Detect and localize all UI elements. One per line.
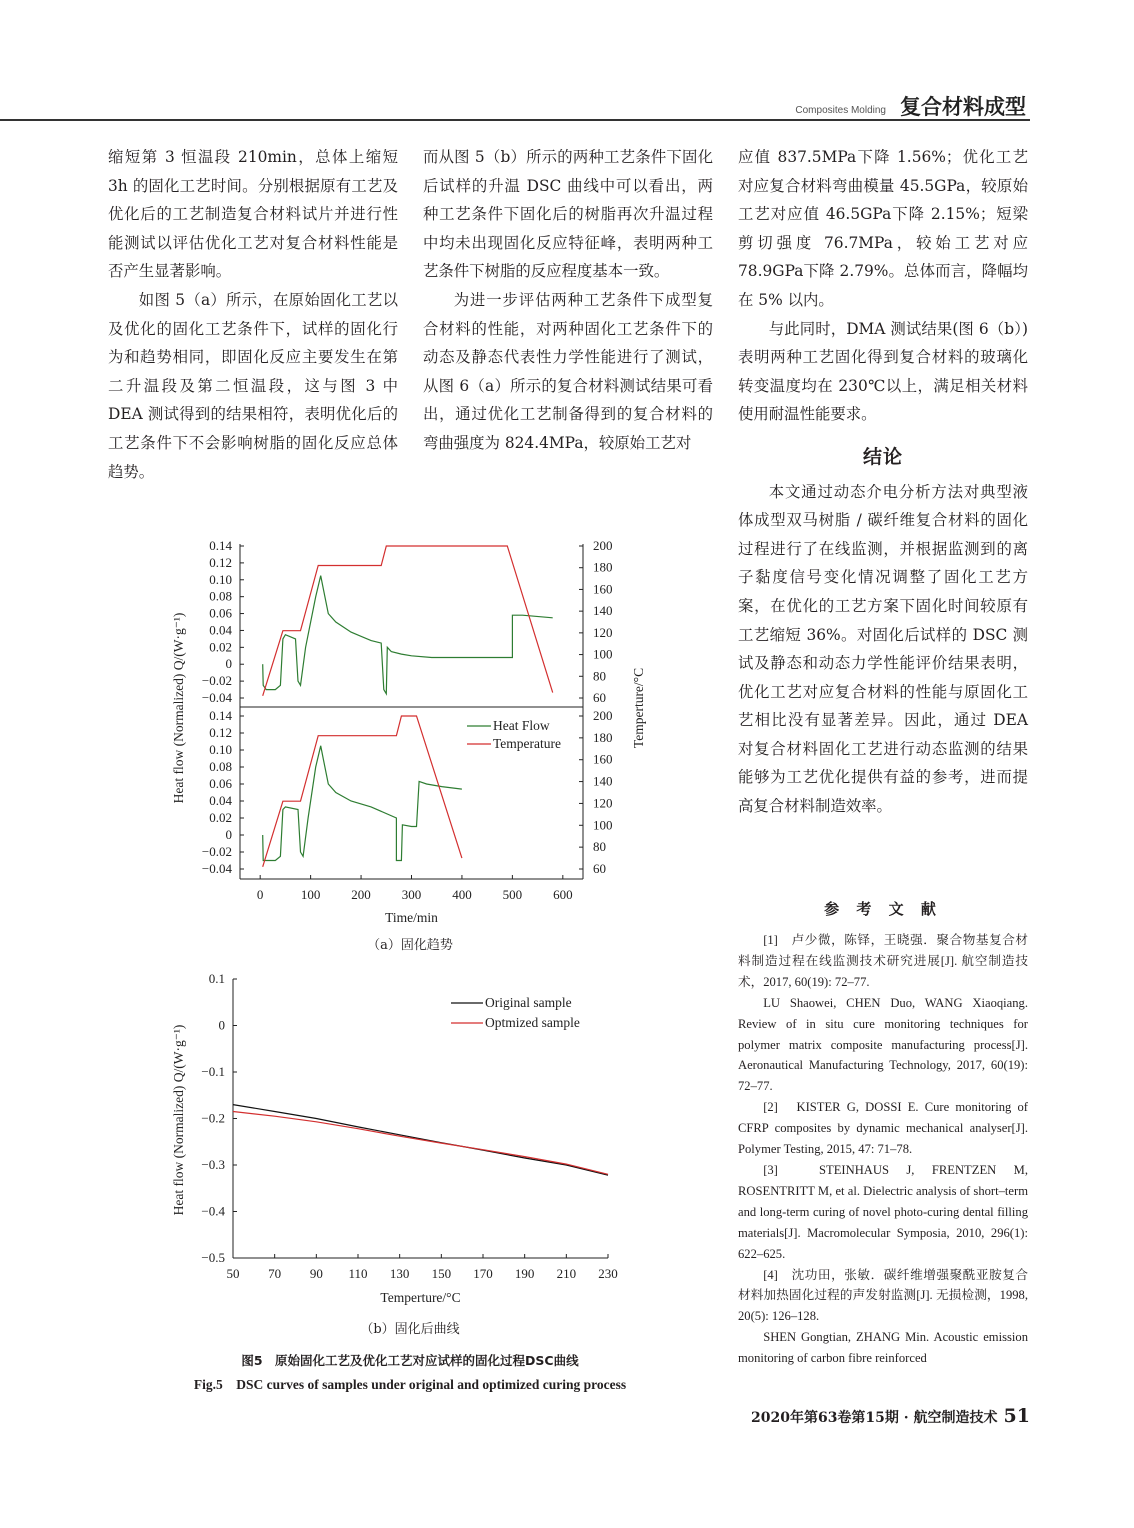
x-tick-label: 170	[473, 1266, 493, 1281]
y2-tick-label: 120	[593, 795, 613, 811]
y2-tick-label: 80	[593, 839, 606, 855]
section-title-conclusion: 结论	[862, 445, 903, 468]
y-tick-label: 0.12	[209, 725, 232, 740]
x-tick-label: 210	[556, 1266, 577, 1281]
x-tick-label: 600	[553, 887, 573, 902]
journal-name-cn: 复合材料成型	[900, 95, 1026, 119]
y-tick-label: 0.1	[208, 971, 225, 986]
y-tick-label: 0.06	[209, 605, 232, 621]
x-tick-label: 130	[389, 1266, 410, 1281]
page-footer	[700, 1405, 1030, 1427]
y-tick-label: 0.14	[209, 538, 232, 553]
x-axis-label: Time/min	[385, 910, 438, 925]
series-line-temperature	[263, 546, 553, 696]
y2-tick-label: 100	[593, 646, 613, 662]
y-tick-label: −0.5	[201, 1250, 225, 1265]
x-tick-label: 400	[452, 887, 472, 902]
y-tick-label: −0.2	[201, 1110, 225, 1126]
x-tick-label: 0	[256, 887, 264, 902]
x-tick-label: 230	[598, 1266, 618, 1281]
x-tick-label: 200	[351, 887, 371, 902]
figure-caption-en: Fig.5 DSC curves of samples under original and optimized curing process	[193, 1377, 627, 1392]
paragraph: 如图 5（a）所示，在原始固化工艺以及优化的固化工艺条件下，试样的固化行为和趋势相同，即固化反应主要发生在第二升温段及第二恒温段，这与图 3 中 DEA 测试得到的结果相符，表明优化后的工艺条件下不会影响树脂的固化反应总体趋势。	[108, 290, 398, 481]
y2-tick-label: 200	[593, 708, 613, 723]
reference-item: LU Shaowei, CHEN Duo, WANG Xiaoqiang. Review of in situ cure monitoring techniques for polymer matrix composite manufacturing process[J]. Aeronautical Manufacturing Technology, 2017, 60(19): 72–77.	[738, 995, 1028, 1094]
page-header	[0, 89, 1134, 121]
text-column-1	[108, 143, 398, 486]
paragraph: 应值 837.5MPa下降 1.56%；优化工艺对应复合材料弯曲模量 45.5GPa，较原始工艺对应值 46.5GPa下降 2.15%；短梁剪切强度 76.7MPa，较始工艺对应 78.9GPa下降 2.79%。总体而言，降幅均在 5% 以内。	[738, 148, 1028, 309]
page-number: 51	[1003, 1405, 1030, 1427]
y-tick-label: 0.10	[209, 742, 232, 757]
x-tick-label: 500	[502, 887, 523, 902]
legend-label: Optmized sample	[485, 1015, 580, 1030]
x-tick-label: 90	[309, 1266, 323, 1281]
reference-item: [4] 沈功田，张敏．碳纤维增强聚酰亚胺复合材料加热固化过程的声发射监测[J]. 无损检测，1998, 20(5): 126–128.	[738, 1267, 1028, 1324]
y-tick-label: −0.3	[201, 1157, 225, 1172]
y2-tick-label: 60	[593, 861, 606, 876]
y2-tick-label: 120	[593, 624, 613, 640]
y-tick-label: 0	[225, 827, 232, 842]
y2-tick-label: 200	[593, 538, 613, 553]
chart-curing-trend	[165, 530, 655, 930]
y-tick-label: 0.14	[209, 708, 232, 723]
y2-tick-label: 60	[593, 690, 606, 705]
paragraph: 为进一步评估两种工艺条件下成型复合材料的性能，对两种固化工艺条件下的动态及静态代表性力学性能进行了测试，从图 6（a）所示的复合材料测试结果可看出，通过优化工艺制备得到的复合材料的弯曲强度为 824.4MPa，较原始工艺对	[423, 290, 713, 452]
text-column-2	[423, 143, 713, 458]
x-tick-label: 150	[431, 1266, 452, 1281]
legend-label: Heat Flow	[493, 718, 550, 733]
y-axis-label: Heat flow (Normalized) Q/(W·g⁻¹)	[171, 612, 186, 804]
y-tick-label: 0.04	[209, 622, 232, 638]
y2-tick-label: 160	[593, 581, 613, 597]
y-tick-label: 0.12	[209, 554, 232, 570]
paragraph: 本文通过动态介电分析方法对典型液体成型双马树脂 / 碳纤维复合材料的固化过程进行了在线监测，并根据监测到的离子黏度信号变化情况调整了固化工艺方案，在优化的工艺方案下固化时间较原有工艺缩短 36%。对固化后试样的 DSC 测试及静态和动态力学性能评价结果表明，优化工艺对应复合材料的性能与原固化工艺相比没有显著差异。因此，通过 DEA 对复合材料固化工艺进行动态监测的结果能够为工艺优化提供有益的参考，进而提高复合材料制造效率。	[738, 482, 1028, 816]
reference-item: SHEN Gongtian, ZHANG Min. Acoustic emission monitoring of carbon fibre reinforced	[738, 1330, 1028, 1366]
journal-name-en: Composites Molding	[795, 105, 886, 116]
y-tick-label: 0	[225, 656, 232, 672]
y-tick-label: 0.06	[209, 776, 232, 791]
y-tick-label: −0.02	[201, 673, 232, 689]
x-tick-label: 190	[514, 1266, 535, 1281]
series-line-temperature	[263, 716, 462, 867]
y-tick-label: −0.04	[201, 861, 232, 876]
series-line-heat-flow	[263, 576, 553, 694]
x-tick-label: 100	[300, 887, 321, 902]
reference-item: [3] STEINHAUS J, FRENTZEN M, ROSENTRITT M, et al. Dielectric analysis of short–term and long-term curing of novel photo-curing dental filling materials[J]. Macromolecular Symposia, 2010, 296(1): 622–625.	[738, 1162, 1028, 1261]
y-tick-label: −0.4	[201, 1203, 225, 1219]
y-tick-label: 0	[218, 1017, 225, 1033]
issue-info: 2020年第63卷第15期 · 航空制造技术	[750, 1410, 998, 1426]
y-tick-label: −0.04	[201, 690, 232, 705]
x-tick-label: 50	[226, 1266, 240, 1281]
x-tick-label: 70	[268, 1266, 282, 1281]
text-column-3	[738, 143, 1028, 821]
y-tick-label: 0.02	[209, 639, 232, 655]
x-axis-label: Temperture/°C	[380, 1290, 461, 1305]
y2-axis-label: Temperture/°C	[631, 667, 646, 749]
y-tick-label: 0.04	[209, 793, 232, 808]
y-tick-label: −0.1	[201, 1064, 225, 1079]
y2-tick-label: 180	[593, 559, 613, 575]
legend-label: Temperature	[493, 736, 562, 751]
paragraph: 而从图 5（b）所示的两种工艺条件下固化后试样的升温 DSC 曲线中可以看出，两种工艺条件下固化后的树脂再次升温过程中均未出现固化反应特征峰，表明两种工艺条件下树脂的反应程度基本一致。	[423, 148, 713, 281]
series-line-optmized-sample	[233, 1112, 608, 1175]
reference-item: [1] 卢少微，陈铎，王晓强．聚合物基复合材料制造过程在线监测技术研究进展[J]. 航空制造技术，2017, 60(19): 72–77.	[738, 933, 1028, 989]
y-tick-label: 0.08	[209, 759, 232, 774]
x-tick-label: 110	[348, 1266, 368, 1281]
subfigure-caption-a: （a）固化趋势	[367, 938, 453, 953]
y2-tick-label: 140	[593, 603, 613, 619]
y2-tick-label: 160	[593, 751, 613, 767]
subfigure-caption-b: （b）固化后曲线	[360, 1322, 460, 1337]
y2-tick-label: 180	[593, 729, 613, 745]
references-list	[738, 930, 1028, 1369]
y2-tick-label: 140	[593, 773, 613, 789]
references-title: 参 考 文 献	[824, 900, 942, 918]
reference-item: [2] KISTER G, DOSSI E. Cure monitoring of CFRP composites by dynamic mechanical analyser[J]. Polymer Testing, 2015, 47: 71–78.	[738, 1100, 1028, 1157]
legend-label: Original sample	[485, 995, 572, 1010]
chart-post-cure-dsc	[165, 960, 655, 1305]
x-tick-label: 300	[401, 887, 422, 902]
y-tick-label: 0.10	[209, 571, 232, 587]
y-axis-label: Heat flow (Normalized) Q/(W·g⁻¹)	[171, 1024, 186, 1216]
y2-tick-label: 80	[593, 668, 606, 684]
header-rule	[0, 119, 1030, 121]
y-tick-label: 0.08	[209, 588, 232, 604]
y-tick-label: −0.02	[201, 844, 232, 859]
figure-caption-cn: 图5 原始固化工艺及优化工艺对应试样的固化过程DSC曲线	[241, 1353, 579, 1368]
paragraph: 与此同时，DMA 测试结果(图 6（b）)表明两种工艺固化得到复合材料的玻璃化转变温度均在 230℃以上，满足相关材料使用耐温性能要求。	[738, 319, 1028, 424]
y-tick-label: 0.02	[209, 810, 232, 825]
y2-tick-label: 100	[593, 817, 613, 833]
paragraph: 缩短第 3 恒温段 210min，总体上缩短 3h 的固化工艺时间。分别根据原有工艺及优化后的工艺制造复合材料试片并进行性能测试以评估优化工艺对复合材料性能是否产生显著影响。	[108, 148, 398, 281]
